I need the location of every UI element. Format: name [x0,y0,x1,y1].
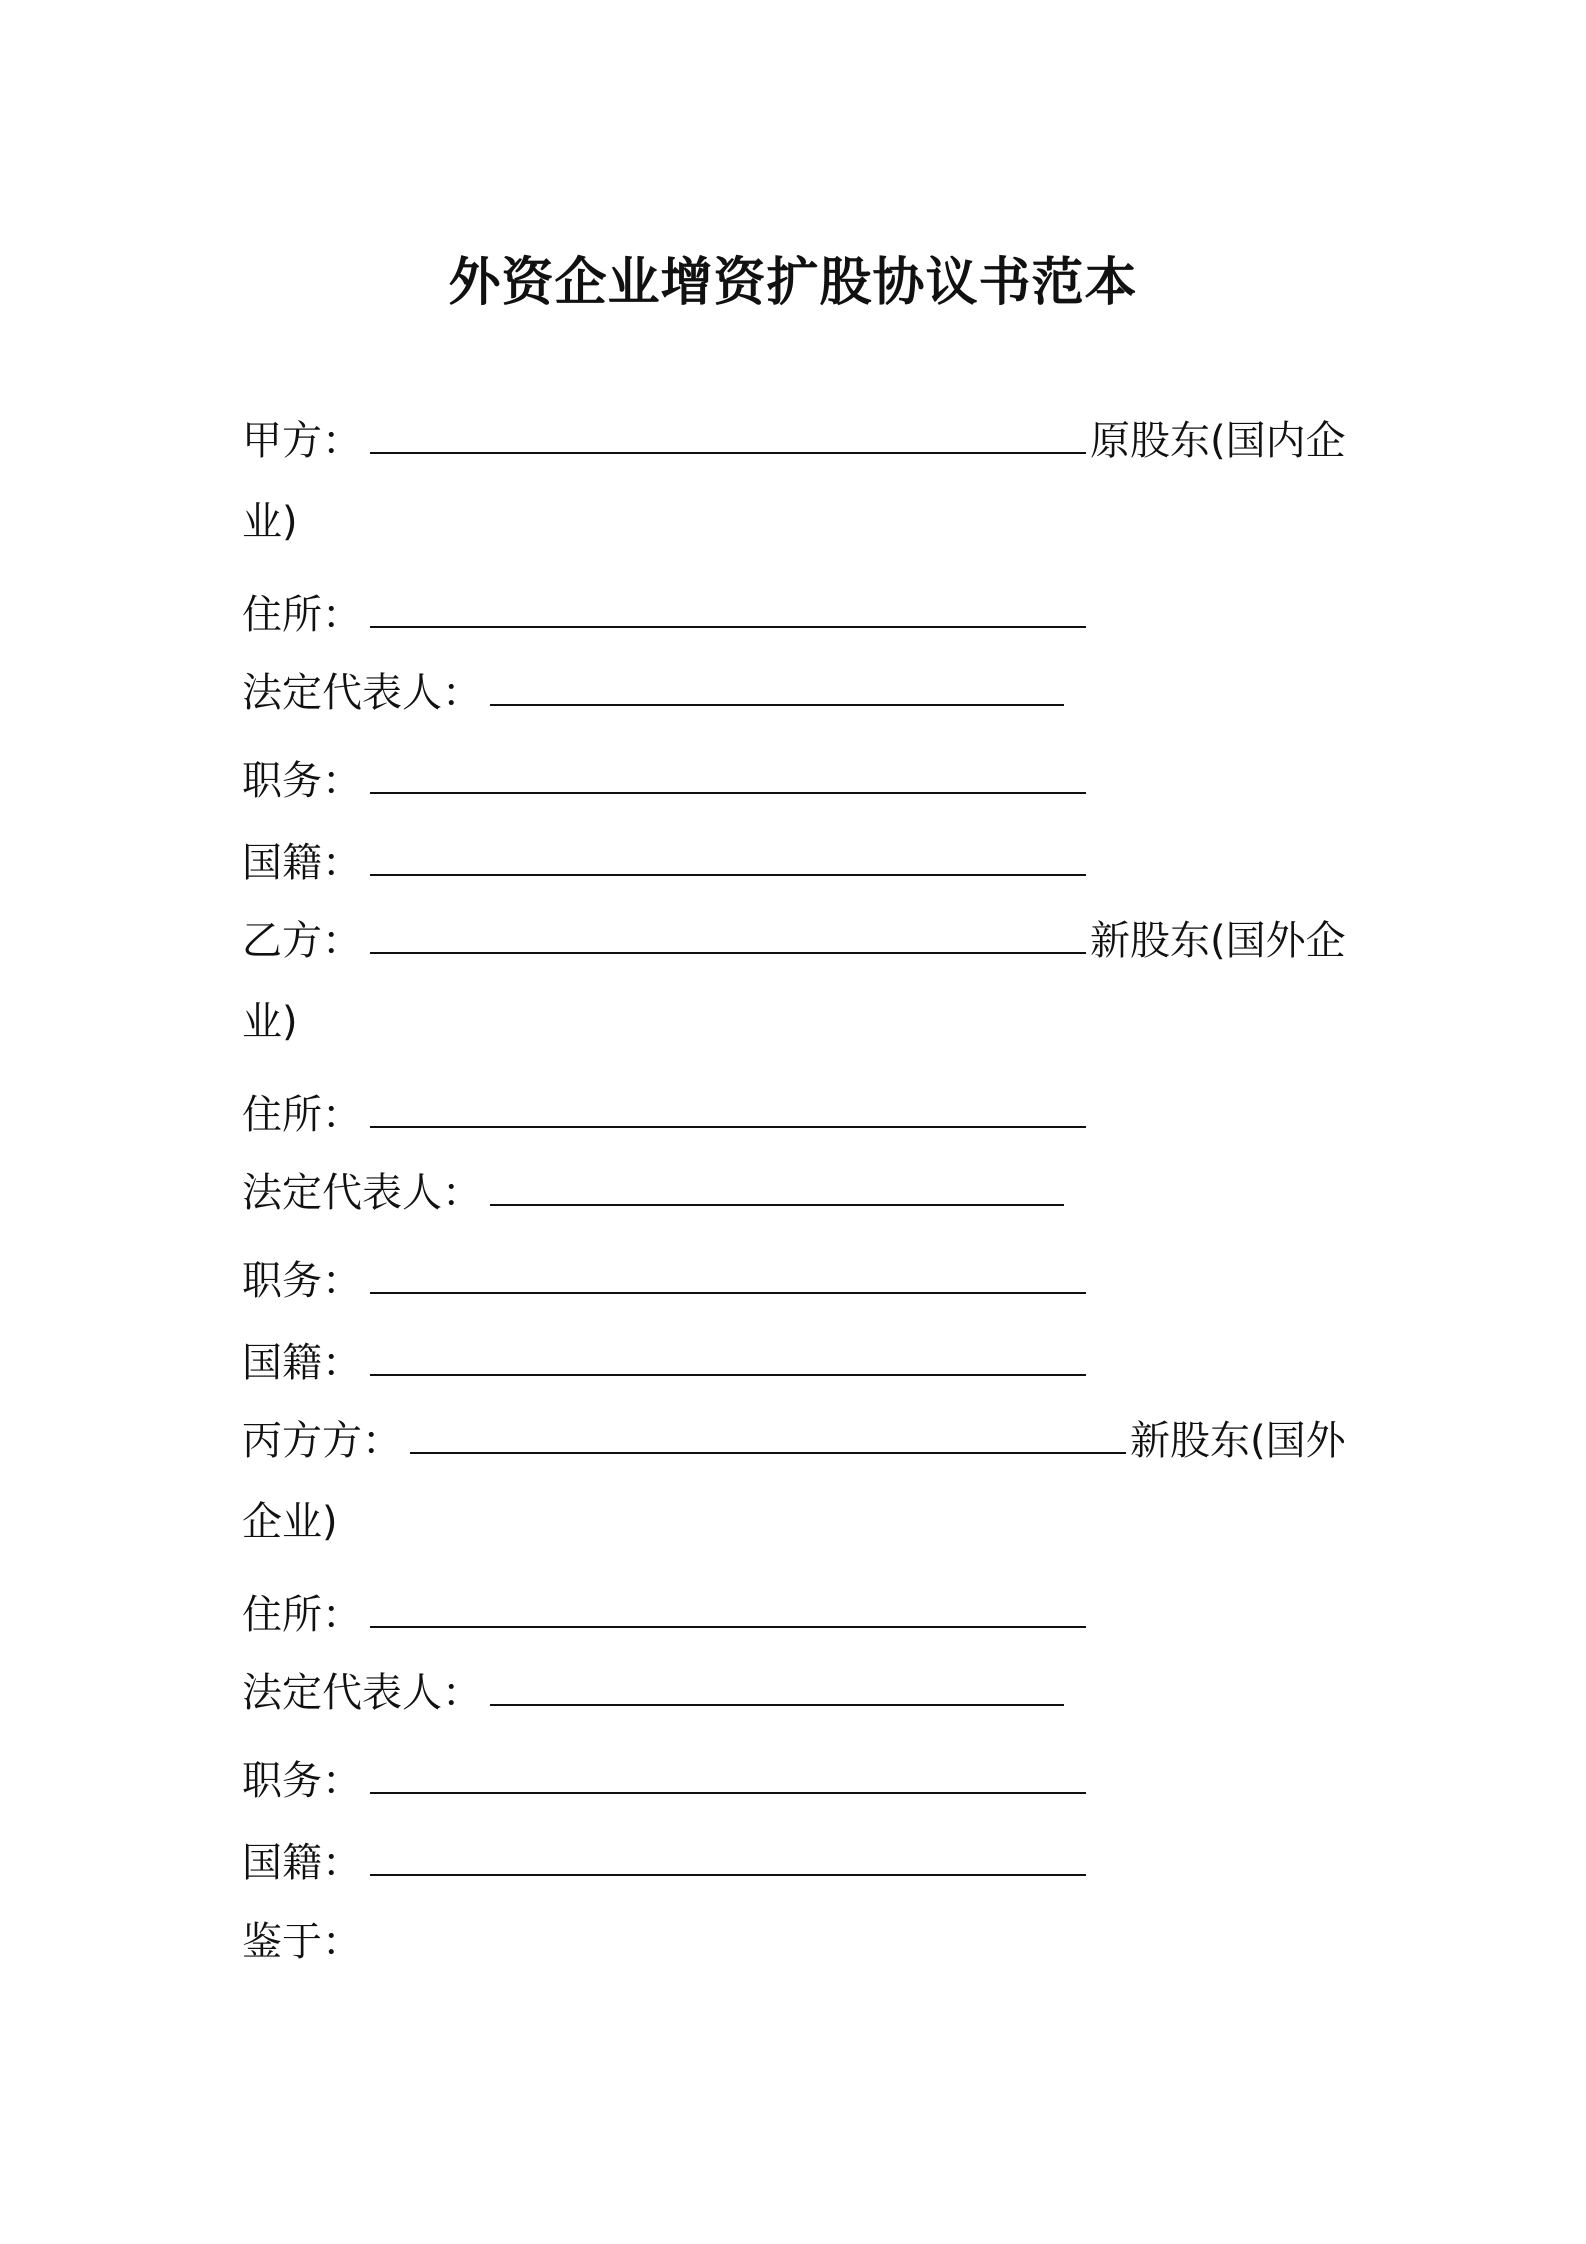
party-a-role-cont: 业) [242,499,298,545]
party-c-address-label: 住所： [242,1592,362,1638]
party-a-nationality-line [242,834,1086,891]
party-b-blank[interactable] [370,912,1086,954]
party-a-position-line [242,752,1086,809]
party-a-blank[interactable] [370,412,1086,454]
party-b-label: 乙方： [242,918,362,964]
party-a-label: 甲方： [242,418,362,464]
party-c-nationality-label: 国籍： [242,1840,362,1886]
party-a-rep-line [242,664,1064,721]
party-b-address-label: 住所： [242,1092,362,1138]
party-a-line [242,412,1346,469]
party-c-rep-label: 法定代表人： [242,1670,482,1716]
party-c-role-cont: 企业) [242,1499,338,1545]
party-a-address-blank[interactable] [370,586,1086,628]
party-b-nationality-line [242,1334,1086,1391]
party-c-role: 新股东(国外 [1130,1418,1346,1464]
party-c-nationality-line [242,1834,1086,1891]
party-c-rep-blank[interactable] [490,1664,1064,1706]
party-b-address-line [242,1086,1086,1143]
party-b-role: 新股东(国外企 [1090,918,1346,964]
party-a-nationality-blank[interactable] [370,834,1086,876]
party-b-rep-label: 法定代表人： [242,1170,482,1216]
party-c-position-blank[interactable] [370,1752,1086,1794]
party-b-nationality-blank[interactable] [370,1334,1086,1376]
party-b-rep-line [242,1164,1064,1221]
party-a-rep-blank[interactable] [490,664,1064,706]
party-b-nationality-label: 国籍： [242,1340,362,1386]
party-b-position-blank[interactable] [370,1252,1086,1294]
party-c-position-line [242,1752,1086,1809]
party-c-nationality-blank[interactable] [370,1834,1086,1876]
party-b-role-cont: 业) [242,999,298,1045]
party-c-address-blank[interactable] [370,1586,1086,1628]
party-c-label: 丙方方： [242,1418,402,1464]
party-b-address-blank[interactable] [370,1086,1086,1128]
party-a-position-label: 职务： [242,758,362,804]
party-a-rep-label: 法定代表人： [242,670,482,716]
party-b-position-label: 职务： [242,1258,362,1304]
party-a-position-blank[interactable] [370,752,1086,794]
party-b-rep-blank[interactable] [490,1164,1064,1206]
party-c-rep-line [242,1664,1064,1721]
party-a-address-line [242,586,1086,643]
party-c-line [242,1412,1346,1469]
party-a-role: 原股东(国内企 [1090,418,1346,464]
document-title: 外资企业增资扩股协议书范本 [448,253,1138,313]
party-c-blank[interactable] [410,1412,1126,1454]
party-a-nationality-label: 国籍： [242,840,362,886]
party-c-position-label: 职务： [242,1758,362,1804]
party-b-position-line [242,1252,1086,1309]
whereas-label: 鉴于： [242,1919,362,1965]
party-a-address-label: 住所： [242,592,362,638]
party-c-address-line [242,1586,1086,1643]
party-b-line [242,912,1346,969]
